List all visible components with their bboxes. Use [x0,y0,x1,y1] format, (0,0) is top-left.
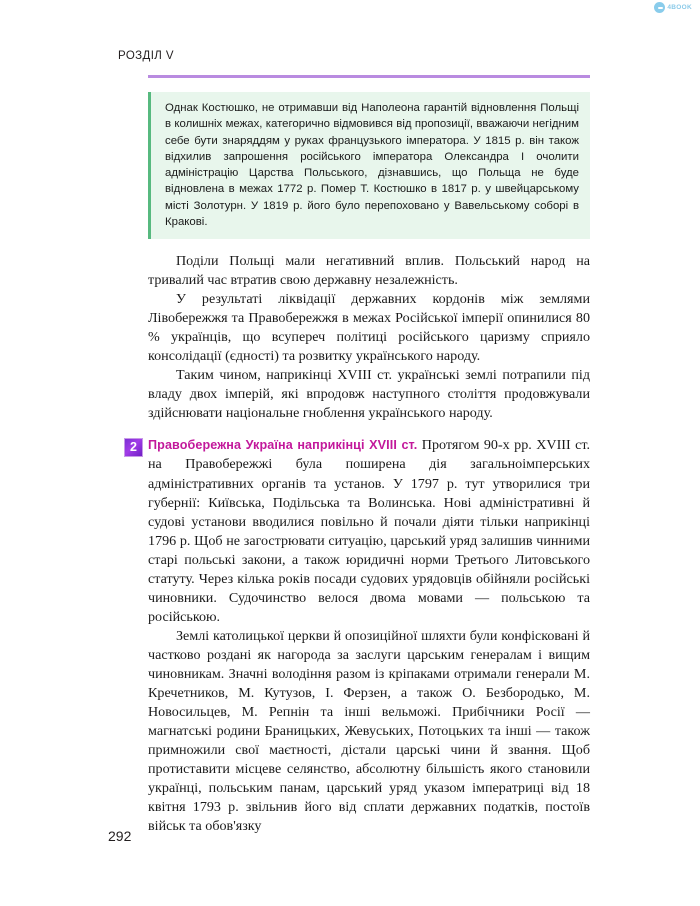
section-2-title: Правобережна Україна наприкінці XVIII ст. [148,438,418,453]
section-2-body [148,436,590,626]
header-divider [148,75,590,78]
main-text-column [130,252,590,836]
circle-logo-icon [654,2,665,13]
paragraph-3: Таким чином, наприкінці XVIII ст. українські землі потрапили під владу двох імперій, які впродовж наступного століття продовжували здійснювати національне гноблення українського народу. [148,367,590,422]
paragraph-1: Поділи Польщі мали негативний вплив. Польський народ на тривалий час втратив свою державну незалежність. [148,253,590,289]
page-number: 292 [108,828,132,844]
callout-box [148,92,590,239]
section-2 [130,436,590,626]
section-2-lead: Протягом 90-х рр. XVIII ст. на Правобережжі була поширена дія загальноімперських адміністративних органів та установ. У 1797 р. тут утворилися три губернії: Київська, Подільська та Волинська. Нові адміністративні й судові установи вводилися повільно й почали діяти тільки наприкінці 1796 р. Щоб не загострювати ситуацію, царський уряд залишив чинними старі польські закони, а також юридичні норми Третього Литовського статуту. Через кілька років посади судових урядовців обійняли російські чиновники. Судочинство велося двома мовами — польською та російською. [148,437,590,625]
paragraph-2: У результаті ліквідації державних кордонів між землями Лівобережжя та Правобережжя в межах Російської імперії опинилися 80 % українців, що всупереч політиці російського царизму сприяло консолідації (єдності) та розвитку українського народу. [148,291,590,365]
callout-text: Однак Костюшко, не отримавши від Наполеона гарантій відновлення Польщі в колишніх межах, категорично відмовився від пропозиції, вважаючи негідним себе бути знаряддям у руках французького імператора. У 1815 р. він також відхилив запрошення російського імператора Олександра I очолити адміністрацію Царства Польського, дізнавшись, що Польща не буде відновлена в межах 1772 р. Помер Т. Костюшко в 1817 р. у швейцарському місті Золотурн. У 1819 р. його було перепоховано у Вавельському соборі в Кракові. [165,102,579,229]
running-head: РОЗДІЛ V [118,50,174,62]
paragraph-4: Землі католицької церкви й опозиційної шляхти були конфісковані й частково роздані як нагорода за заслуги царським генералам і вищим чиновникам. Значні володіння разом із кріпаками отримали генерали М. Кречетников, М. Кутузов, І. Ферзен, а також О. Безбородько, М. Новосильцев, М. Репнін та інші вельможі. Прибічники Росії — магнатські родини Браницьких, Жевуських, Потоцьких та інші — також примножили свої маєтності, дістали царські чини й звання. Щоб протиставити місцеве селянство, абсолютну більшість якого становили українці, польським панам, царський уряд указом імператриці від 18 квітня 1793 р. звільнив його від сплати державних податків, постоїв військ та обов'язку [148,627,590,835]
brand-label: 4BOOK [667,4,692,11]
section-number-badge: 2 [124,438,143,457]
brand-watermark [654,2,692,13]
